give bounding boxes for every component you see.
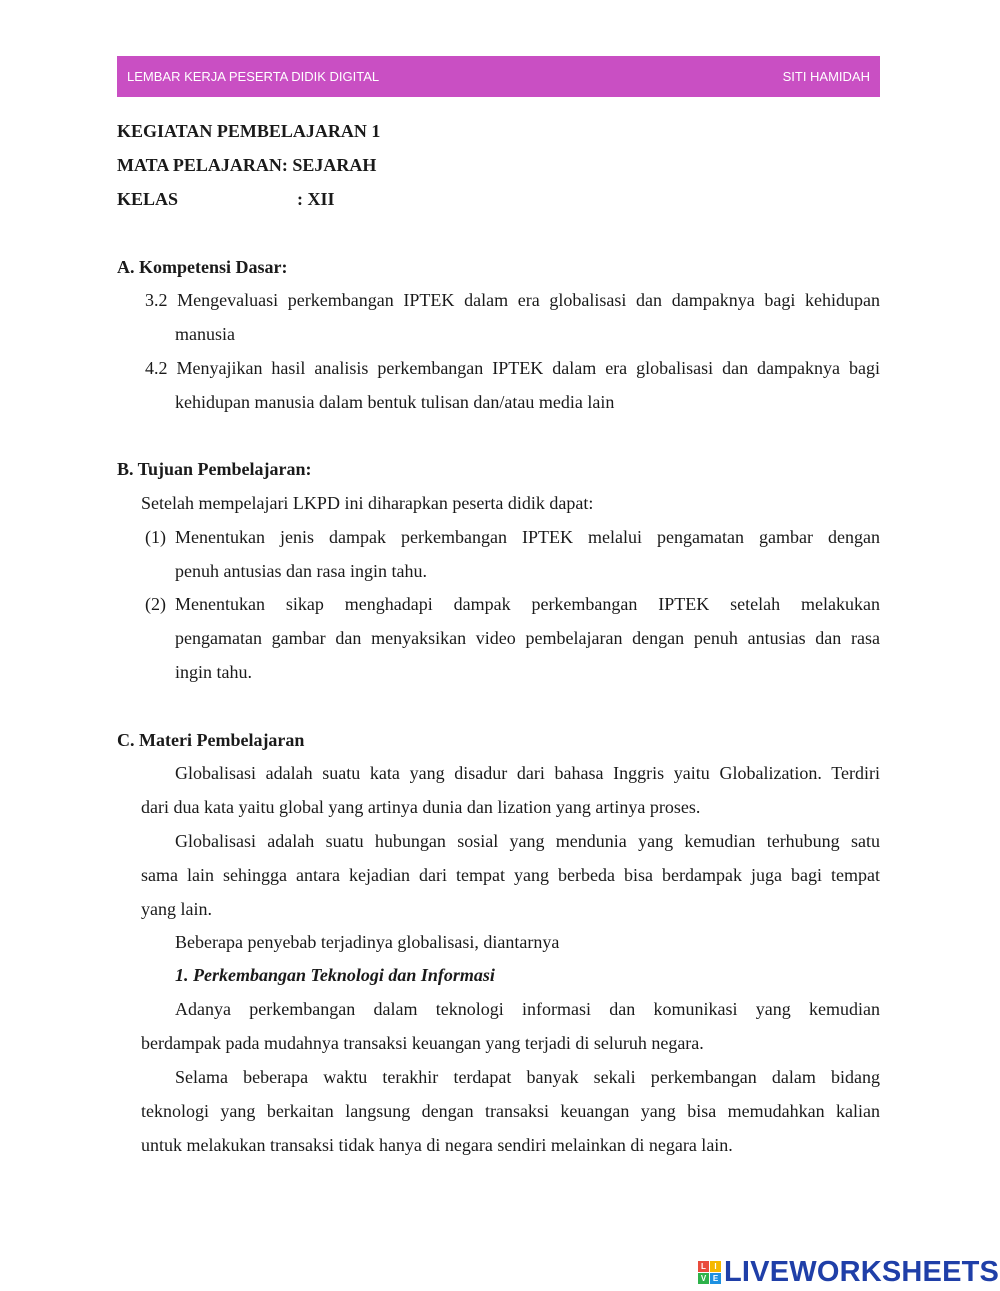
header-bar xyxy=(117,56,880,97)
kd-item-1-line-2: manusia xyxy=(175,324,235,344)
class-label: KELAS xyxy=(117,189,179,209)
materi-p1-line-2: dari dua kata yaitu global yang artinya dunia dan lization yang artinya proses. xyxy=(141,797,701,817)
materi-p2-line-1: Globalisasi adalah suatu hubungan sosial yang mendunia yang kemudian terhubung satu xyxy=(175,831,880,851)
materi-p4-line-2: berdampak pada mudahnya transaksi keuangan yang terjadi di seluruh negara. xyxy=(141,1033,704,1053)
materi-p5-line-3: untuk melakukan transaksi tidak hanya di negara sendiri melainkan di negara lain. xyxy=(141,1135,733,1155)
class-line xyxy=(117,188,335,210)
materi-p2-line-3: yang lain. xyxy=(141,899,212,919)
tujuan-item-2-line-1: Menentukan sikap menghadapi dampak perkembangan IPTEK setelah melakukan xyxy=(175,594,880,614)
header-title: LEMBAR KERJA PESERTA DIDIK DIGITAL xyxy=(127,69,380,84)
tujuan-item-1-line-1: Menentukan jenis dampak perkembangan IPTEK melalui pengamatan gambar dengan xyxy=(175,527,880,547)
materi-p4-line-1: Adanya perkembangan dalam teknologi informasi dan komunikasi yang kemudian xyxy=(175,999,880,1019)
header-author: SITI HAMIDAH xyxy=(782,69,870,84)
logo-mark-letter: V xyxy=(698,1273,709,1284)
kd-item-2-line-2: kehidupan manusia dalam bentuk tulisan dan/atau media lain xyxy=(175,392,615,412)
logo-text: LIVEWORKSHEETS xyxy=(724,1255,1000,1288)
logo-mark-letter: E xyxy=(710,1273,721,1284)
liveworksheets-logo[interactable] xyxy=(698,1255,999,1289)
materi-p2-line-2: sama lain sehingga antara kejadian dari tempat yang berbeda bisa berdampak juga bagi tempat xyxy=(141,865,880,885)
materi-p3: Beberapa penyebab terjadinya globalisasi, diantarnya xyxy=(175,932,560,952)
materi-subheading-1: 1. Perkembangan Teknologi dan Informasi xyxy=(175,965,495,985)
subject-title: MATA PELAJARAN: SEJARAH xyxy=(117,155,377,175)
kd-item-2-line-1: 4.2 Menyajikan hasil analisis perkembangan IPTEK dalam era globalisasi dan dampaknya bagi xyxy=(145,358,880,378)
tujuan-intro: Setelah mempelajari LKPD ini diharapkan peserta didik dapat: xyxy=(141,493,594,513)
logo-mark-letter: L xyxy=(698,1261,709,1272)
section-a-heading: A. Kompetensi Dasar: xyxy=(117,257,288,277)
activity-title: KEGIATAN PEMBELAJARAN 1 xyxy=(117,121,381,141)
section-c-heading: C. Materi Pembelajaran xyxy=(117,730,305,750)
logo-mark-icon xyxy=(698,1261,721,1284)
materi-p5-line-2: teknologi yang berkaitan langsung dengan transaksi keuangan yang bisa memudahkan kalian xyxy=(141,1101,880,1121)
tujuan-item-2-number: (2) xyxy=(145,594,166,614)
section-b-heading: B. Tujuan Pembelajaran: xyxy=(117,459,312,479)
materi-p5-line-1: Selama beberapa waktu terakhir terdapat banyak sekali perkembangan dalam bidang xyxy=(175,1067,880,1087)
tujuan-item-1-line-2: penuh antusias dan rasa ingin tahu. xyxy=(175,561,427,581)
logo-mark-letter: I xyxy=(710,1261,721,1272)
tujuan-item-2-line-3: ingin tahu. xyxy=(175,662,252,682)
tujuan-item-1-number: (1) xyxy=(145,527,166,547)
materi-p1-line-1: Globalisasi adalah suatu kata yang disadur dari bahasa Inggris yaitu Globalization. Terdiri xyxy=(175,763,880,783)
class-value: : XII xyxy=(297,189,335,209)
tujuan-item-2-line-2: pengamatan gambar dan menyaksikan video pembelajaran dengan penuh antusias dan rasa xyxy=(175,628,880,648)
kd-item-1-line-1: 3.2 Mengevaluasi perkembangan IPTEK dalam era globalisasi dan dampaknya bagi kehidupan xyxy=(145,290,880,310)
